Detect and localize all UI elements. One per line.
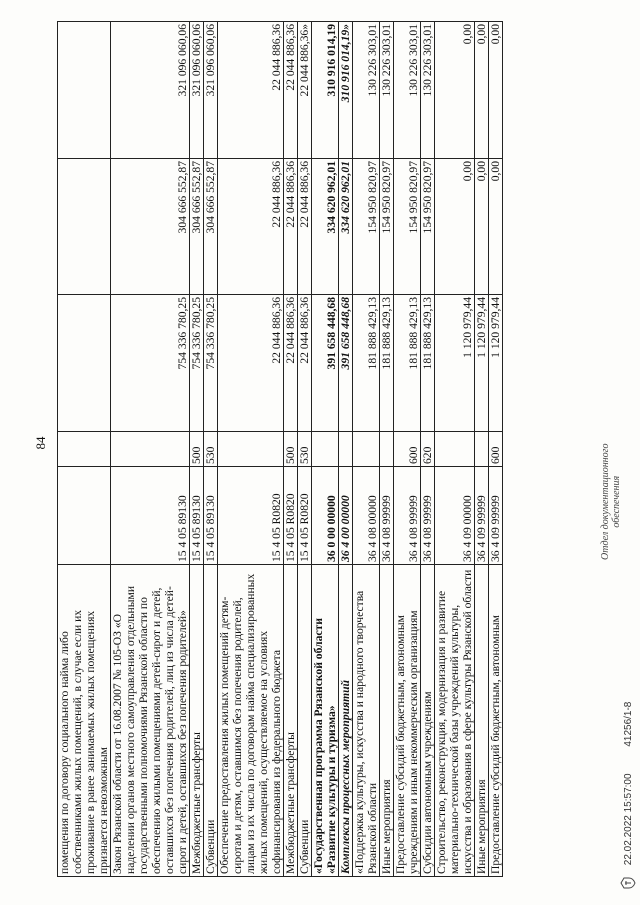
amount-year1-cell: 1 120 979,44 — [489, 295, 503, 432]
target-article-cell: 36 4 09 00000 — [435, 467, 475, 565]
table-row — [421, 22, 435, 877]
amount-year3-cell: 310 916 014,19 — [312, 22, 339, 159]
row-name-cell: Обеспечение предоставления жилых помещений детям-сиротам и детям, оставшимся без попечения родителей, лицам из их числа по договорам найма специализированных жилых помещений, осуществляемое на условиях софинансирования из федерального бюджета — [218, 565, 284, 877]
expense-type-cell — [475, 432, 489, 467]
amount-year1-cell: 181 888 429,13 — [353, 295, 380, 432]
document-footer — [620, 530, 636, 890]
row-name-cell: Закон Рязанской области от 16.08.2007 № 105-ОЗ «О наделении органов местного самоуправления отдельными государственными полномочиями Рязанской области по обеспечению жилыми помещениями детей-сирот и детей, оставшихся без попечения родителей, лиц из числа детей-сирот и детей, оставшихся без попечения родителей» — [111, 565, 190, 877]
amount-year2-cell: 304 666 552,87 — [204, 159, 218, 295]
expense-type-cell — [312, 432, 339, 467]
amount-year1-cell: 22 044 886,36 — [298, 295, 312, 432]
expense-type-cell: 600 — [394, 432, 421, 467]
row-name-cell: Иные мероприятия — [380, 565, 394, 877]
amount-year3-cell: 310 916 014,19» — [339, 22, 353, 159]
amount-year3-cell: 22 044 886,36 — [284, 22, 298, 159]
amount-year3-cell: 130 226 303,01 — [380, 22, 394, 159]
expense-type-cell: 500 — [284, 432, 298, 467]
target-article-cell: 15 4 05 R0820 — [284, 467, 298, 565]
target-article-cell: 15 4 05 89130 — [190, 467, 204, 565]
expense-type-cell: 620 — [421, 432, 435, 467]
department-stamp — [600, 443, 622, 560]
target-article-cell: 36 4 00 00000 — [339, 467, 353, 565]
row-name-cell: Субсидии автономным учреждениям — [421, 565, 435, 877]
amount-year3-cell: 130 226 303,01 — [353, 22, 380, 159]
expense-type-cell — [380, 432, 394, 467]
expense-type-cell — [218, 432, 284, 467]
amount-year1-cell: 391 658 448,68 — [339, 295, 353, 432]
footer-doc-id: 41256/1-8 — [622, 701, 634, 747]
row-name-cell: Иные мероприятия — [475, 565, 489, 877]
amount-year2-cell: 304 666 552,87 — [111, 159, 190, 295]
amount-year1-cell: 181 888 429,13 — [394, 295, 421, 432]
amount-year3-cell: 321 096 060,06 — [190, 22, 204, 159]
amount-year2-cell: 154 950 820,97 — [353, 159, 380, 295]
target-article-cell — [58, 467, 111, 565]
table-row — [435, 22, 475, 877]
row-name-cell: Субвенции — [204, 565, 218, 877]
expense-type-cell — [58, 432, 111, 467]
amount-year3-cell — [58, 22, 111, 159]
row-name-cell: Межбюджетные трансферты — [190, 565, 204, 877]
row-name-cell: Предоставление субсидий бюджетным, автономным — [489, 565, 503, 877]
row-name-cell: Межбюджетные трансферты — [284, 565, 298, 877]
amount-year2-cell: 154 950 820,97 — [380, 159, 394, 295]
row-name-cell: Строительство, реконструкция, модернизация и развитие материально-технической базы учреждений культуры, искусства и образования в сфере культуры Рязанской области — [435, 565, 475, 877]
amount-year2-cell: 22 044 886,36 — [298, 159, 312, 295]
amount-year1-cell: 22 044 886,36 — [284, 295, 298, 432]
target-article-cell: 36 4 08 99999 — [394, 467, 421, 565]
amount-year2-cell — [58, 159, 111, 295]
amount-year1-cell: 1 120 979,44 — [475, 295, 489, 432]
amount-year1-cell: 22 044 886,36 — [218, 295, 284, 432]
amount-year1-cell: 754 336 780,25 — [111, 295, 190, 432]
row-name-cell: Предоставление субсидий бюджетным, автономным учреждениям и иным некоммерческим организациям — [394, 565, 421, 877]
row-name-cell: «Государственная программа Рязанской области «Развитие культуры и туризма» — [312, 565, 339, 877]
amount-year1-cell: 181 888 429,13 — [380, 295, 394, 432]
target-article-cell: 36 4 09 99999 — [475, 467, 489, 565]
table-row — [190, 22, 204, 877]
table-row — [353, 22, 380, 877]
target-article-cell: 15 4 05 89130 — [111, 467, 190, 565]
target-article-cell: 36 4 08 00000 — [353, 467, 380, 565]
amount-year2-cell: 22 044 886,36 — [218, 159, 284, 295]
target-article-cell: 36 0 00 00000 — [312, 467, 339, 565]
expense-type-cell: 530 — [298, 432, 312, 467]
amount-year2-cell: 334 620 962,01 — [339, 159, 353, 295]
amount-year3-cell: 22 044 886,36» — [298, 22, 312, 159]
amount-year2-cell: 22 044 886,36 — [284, 159, 298, 295]
budget-table — [57, 21, 503, 877]
amount-year1-cell: 391 658 448,68 — [312, 295, 339, 432]
amount-year1-cell: 754 336 780,25 — [190, 295, 204, 432]
row-name-cell: «Поддержка культуры, искусства и народного творчества Рязанской области — [353, 565, 380, 877]
table-row — [111, 22, 190, 877]
amount-year2-cell: 0,00 — [435, 159, 475, 295]
amount-year2-cell: 304 666 552,87 — [190, 159, 204, 295]
expense-type-cell — [339, 432, 353, 467]
table-row — [394, 22, 421, 877]
row-name-cell: Субвенции — [298, 565, 312, 877]
emblem-icon — [620, 876, 636, 890]
table-row — [58, 22, 111, 877]
target-article-cell: 15 4 05 R0820 — [218, 467, 284, 565]
amount-year3-cell: 0,00 — [435, 22, 475, 159]
amount-year1-cell: 1 120 979,44 — [435, 295, 475, 432]
table-row — [489, 22, 503, 877]
table-row — [339, 22, 353, 877]
expense-type-cell — [111, 432, 190, 467]
amount-year2-cell: 0,00 — [489, 159, 503, 295]
table-row — [298, 22, 312, 877]
target-article-cell: 15 4 05 R0820 — [298, 467, 312, 565]
page-number: 84 — [33, 436, 48, 450]
table-row — [475, 22, 489, 877]
stamp-line: Отдел документационного — [600, 443, 611, 560]
table-row — [284, 22, 298, 877]
amount-year2-cell: 0,00 — [475, 159, 489, 295]
table-row — [312, 22, 339, 877]
amount-year3-cell: 130 226 303,01 — [394, 22, 421, 159]
footer-datetime: 22.02.2022 15:57:00 — [622, 773, 634, 866]
rotated-table-container — [57, 22, 582, 877]
amount-year3-cell: 0,00 — [489, 22, 503, 159]
amount-year1-cell — [58, 295, 111, 432]
row-name-cell: Комплексы процессных мероприятий — [339, 565, 353, 877]
expense-type-cell — [353, 432, 380, 467]
table-row — [218, 22, 284, 877]
table-row — [380, 22, 394, 877]
table-row — [204, 22, 218, 877]
amount-year2-cell: 154 950 820,97 — [394, 159, 421, 295]
amount-year1-cell: 181 888 429,13 — [421, 295, 435, 432]
expense-type-cell: 600 — [489, 432, 503, 467]
amount-year3-cell: 130 226 303,01 — [421, 22, 435, 159]
expense-type-cell: 500 — [190, 432, 204, 467]
amount-year3-cell: 22 044 886,36 — [218, 22, 284, 159]
amount-year3-cell: 321 096 060,06 — [204, 22, 218, 159]
row-name-cell: помещения по договору социального найма либо собственниками жилых помещений, в случае если их проживание в ранее занимаемых жилых помещениях признается невозможным — [58, 565, 111, 877]
amount-year1-cell: 754 336 780,25 — [204, 295, 218, 432]
target-article-cell: 36 4 08 99999 — [421, 467, 435, 565]
amount-year3-cell: 0,00 — [475, 22, 489, 159]
amount-year2-cell: 334 620 962,01 — [312, 159, 339, 295]
expense-type-cell: 530 — [204, 432, 218, 467]
target-article-cell: 15 4 05 89130 — [204, 467, 218, 565]
stamp-line: обеспечения — [611, 475, 622, 528]
target-article-cell: 36 4 08 99999 — [380, 467, 394, 565]
expense-type-cell — [435, 432, 475, 467]
target-article-cell: 36 4 09 99999 — [489, 467, 503, 565]
amount-year2-cell: 154 950 820,97 — [421, 159, 435, 295]
amount-year3-cell: 321 096 060,06 — [111, 22, 190, 159]
